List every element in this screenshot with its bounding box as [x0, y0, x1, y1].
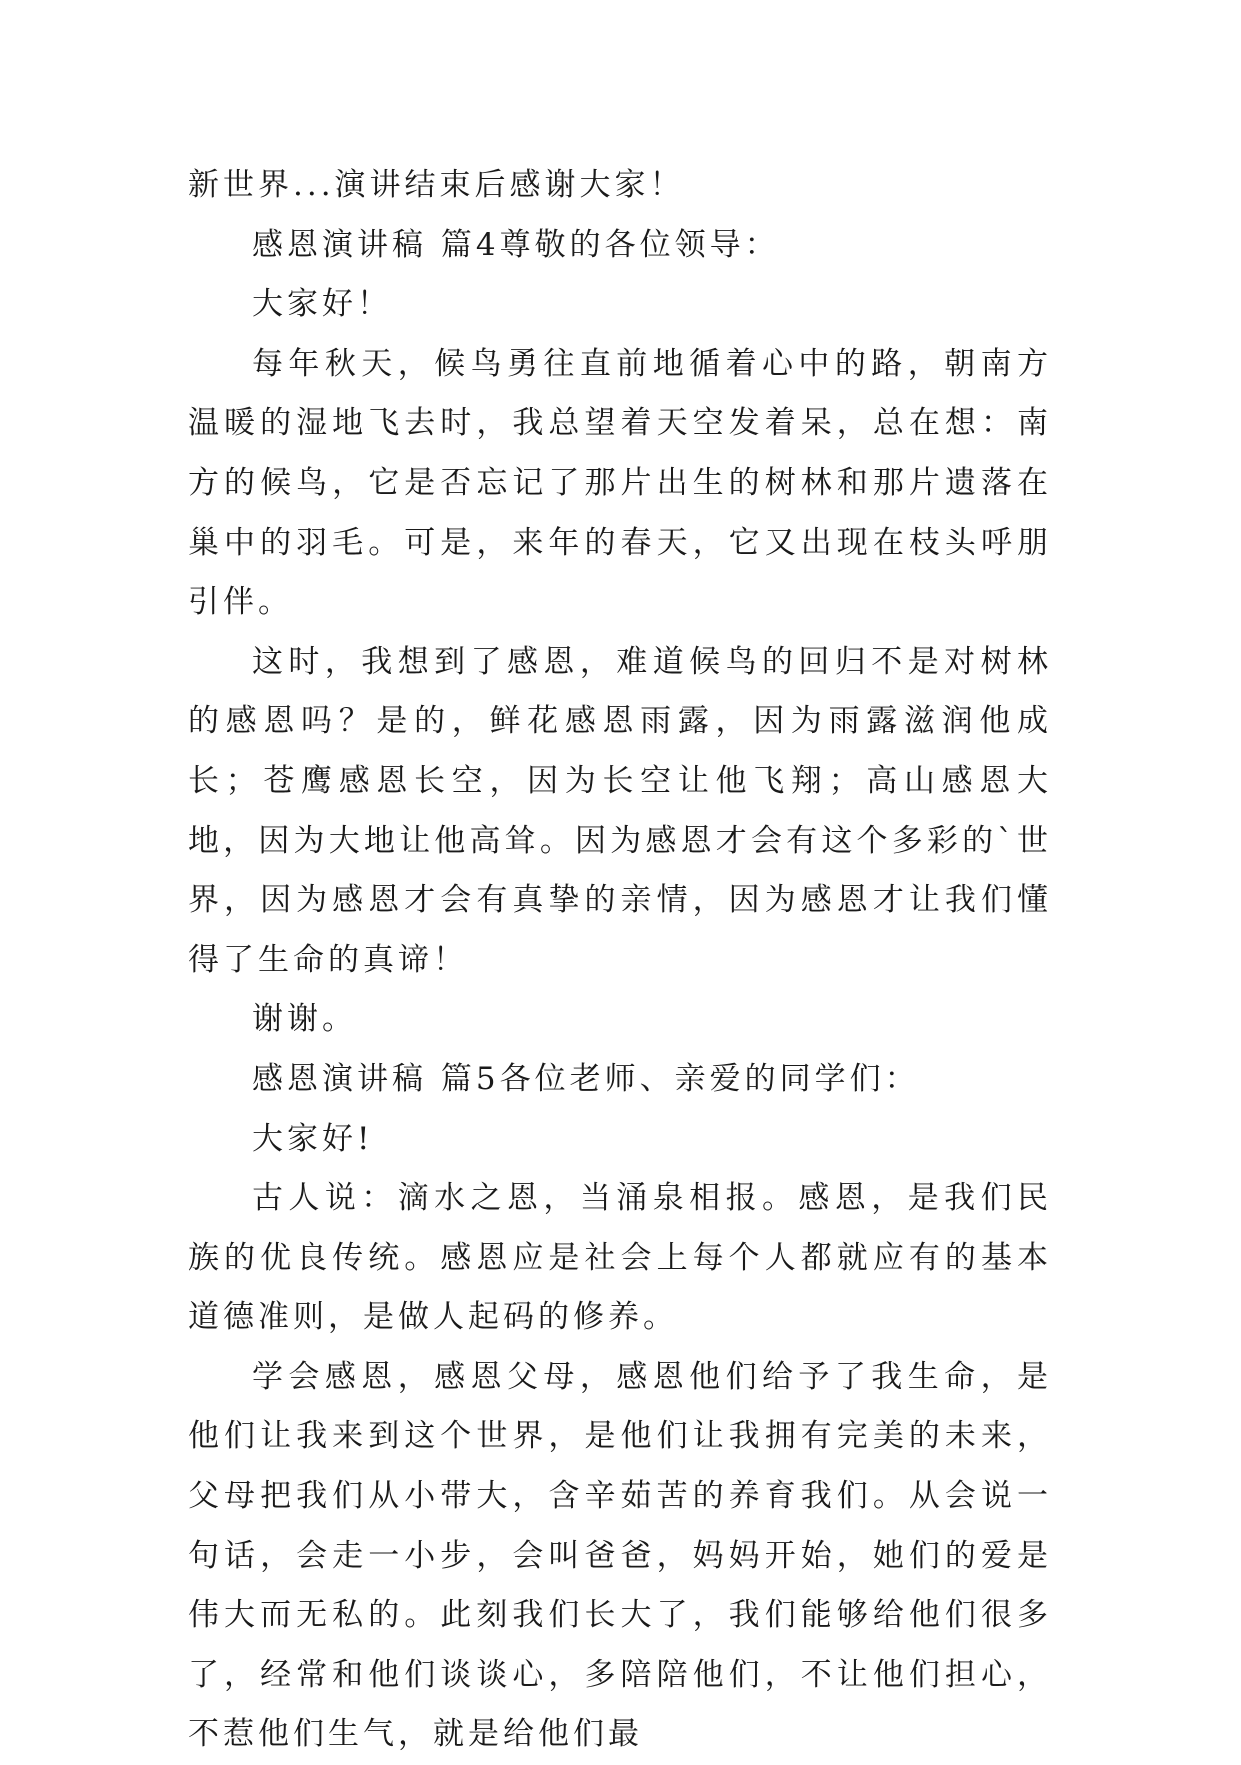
- greeting: 大家好！: [252, 286, 392, 323]
- closing-thanks: 谢谢。: [252, 1001, 357, 1038]
- paragraph: 古人说：滴水之恩，当涌泉相报。感恩，是我们民族的优良传统。感恩应是社会上每个人都就应有的基本道德准则，是做人起码的修养。: [188, 1180, 1052, 1336]
- greeting: 大家好!: [252, 1120, 374, 1157]
- document-body: [188, 156, 1052, 1765]
- paragraph-continuation: 新世界...演讲结束后感谢大家！: [188, 167, 685, 203]
- section-heading-speech-5: 感恩演讲稿 篇5各位老师、亲爱的同学们：: [252, 1060, 920, 1097]
- section-heading-speech-4: 感恩演讲稿 篇4尊敬的各位领导：: [252, 226, 780, 263]
- paragraph: 这时，我想到了感恩，难道候鸟的回归不是对树林的感恩吗？是的，鲜花感恩雨露，因为雨露滋润他成长；苍鹰感恩长空，因为长空让他飞翔；高山感恩大地，因为大地让他高耸。因为感恩才会有这个多彩的`世界，因为感恩才会有真挚的亲情，因为感恩才让我们懂得了生命的真谛！: [188, 643, 1052, 978]
- paragraph: 学会感恩，感恩父母，感恩他们给予了我生命，是他们让我来到这个世界，是他们让我拥有完美的未来，父母把我们从小带大，含辛茹苦的养育我们。从会说一句话，会走一小步，会叫爸爸，妈妈开始，她们的爱是伟大而无私的。此刻我们长大了，我们能够给他们很多了，经常和他们谈谈心，多陪陪他们，不让他们担心，不惹他们生气，就是给他们最: [188, 1358, 1052, 1753]
- paragraph: 每年秋天，候鸟勇往直前地循着心中的路，朝南方温暖的湿地飞去时，我总望着天空发着呆，总在想：南方的候鸟，它是否忘记了那片出生的树林和那片遗落在巢中的羽毛。可是，来年的春天，它又出现在枝头呼朋引伴。: [188, 345, 1052, 621]
